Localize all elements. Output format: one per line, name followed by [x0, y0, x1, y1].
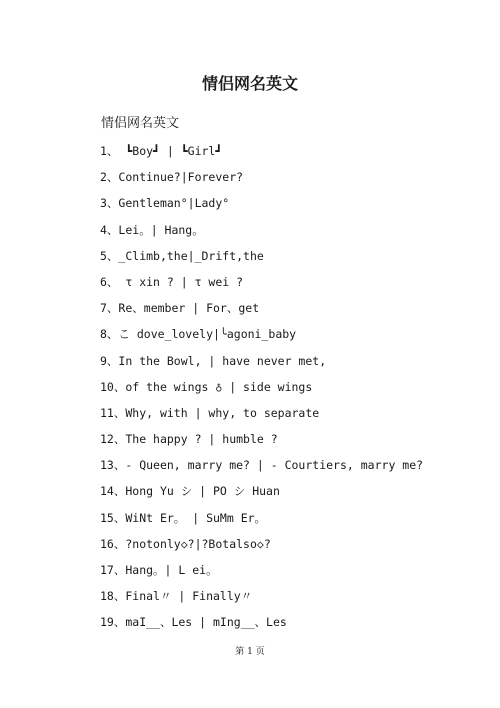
list-item: 1、 ┗Boy┛ | ┗Girl┛: [100, 144, 223, 158]
list-item: 19、maI__、Les | mIng__、Les: [100, 615, 287, 630]
list-item: 12、The happy ? | humble ?: [100, 432, 278, 447]
list-item: 5、_Climb,the|_Drift,the: [100, 248, 264, 263]
page-number: 第 1 页: [235, 647, 265, 657]
nickname-list: [100, 140, 490, 638]
list-item: 14、Hong Yu シ | PO シ Huan: [100, 484, 280, 499]
list-item: 9、In the Bowl, | have never met,: [100, 353, 327, 368]
list-item: 10、of the wings ♁ | side wings: [100, 379, 313, 394]
list-item: 4、Lei。| Hang。: [100, 222, 204, 237]
list-item: 6、 τ xin ? | τ wei ?: [100, 274, 244, 289]
list-item: 3、Gentleman°|Lady°: [100, 196, 230, 211]
list-item: 17、Hang。| L ei。: [100, 563, 218, 577]
list-item: 2、Continue?|Forever?: [100, 170, 244, 185]
section-heading: 情侣网名英文: [101, 116, 180, 131]
list-item: 15、WiNt Er。 | SuMm Er。: [100, 510, 267, 525]
list-item: 11、Why, with | why, to separate: [100, 405, 320, 420]
page-title: 情侣网名英文: [201, 74, 298, 93]
list-item: 8、こ dove_lovely|╰agoni_baby: [100, 327, 297, 342]
list-item: 18、Final〃 | Finally〃: [100, 589, 253, 604]
list-item: 13、- Queen, marry me? | - Courtiers, marry me?: [100, 458, 424, 473]
list-item: 7、Re、member | For、get: [100, 301, 260, 316]
list-item: 16、?notonly◇?|?Botalso◇?: [100, 536, 271, 551]
